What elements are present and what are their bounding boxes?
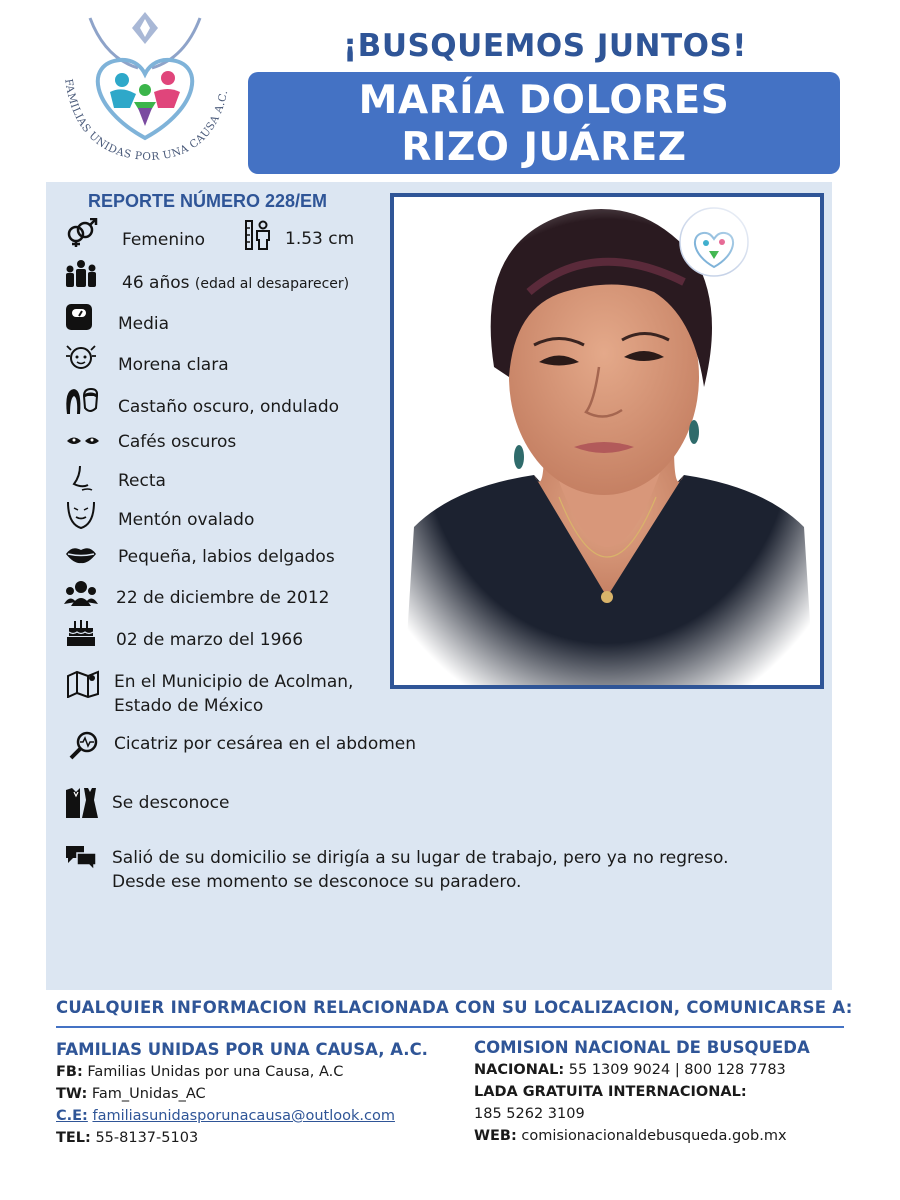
fuc-email xyxy=(56,1108,395,1124)
fuc-facebook xyxy=(56,1064,343,1080)
age-value: 46 años xyxy=(122,273,190,293)
hair-icon xyxy=(64,386,98,416)
people-icon xyxy=(64,258,98,288)
map-icon xyxy=(66,668,100,698)
web-value[interactable]: comisionacionaldebusqueda.gob.mx xyxy=(521,1128,787,1144)
person-photo xyxy=(390,193,824,689)
location-line1: En el Municipio de Acolman, xyxy=(114,672,354,692)
nacional-value: 55 1309 9024 | 800 128 7783 xyxy=(568,1062,786,1078)
date-missing-value: 22 de diciembre de 2012 xyxy=(116,588,330,608)
gender-icon xyxy=(64,218,98,248)
nose-icon xyxy=(68,464,98,494)
eyes-value: Cafés oscuros xyxy=(118,432,237,452)
clothing-value: Se desconoce xyxy=(112,793,230,813)
lada-label: LADA GRATUITA INTERNACIONAL: xyxy=(474,1084,747,1100)
report-number: REPORTE NÚMERO 228/EM xyxy=(88,191,328,211)
scale-icon xyxy=(64,302,94,332)
person-name-line1: MARÍA DOLORES xyxy=(358,78,730,123)
marks-value: Cicatriz por cesárea en el abdomen xyxy=(114,734,417,754)
clothes-icon xyxy=(64,786,98,820)
tw-label: TW: xyxy=(56,1086,88,1102)
contact-heading: CUALQUIER INFORMACION RELACIONADA CON SU LOCALIZACION, COMUNICARSE A: xyxy=(56,998,853,1017)
cnb-title: COMISION NACIONAL DE BUSQUEDA xyxy=(474,1038,810,1057)
fb-value: Familias Unidas por una Causa, A.C xyxy=(87,1064,344,1080)
birth-date-value: 02 de marzo del 1966 xyxy=(116,630,304,650)
cnb-lada-value: 185 5262 3109 xyxy=(474,1106,585,1122)
age-note: (edad al desaparecer) xyxy=(194,276,350,292)
location-line2: Estado de México xyxy=(114,696,264,716)
lips-icon xyxy=(64,540,98,570)
circumstances-line2: Desde ese momento se desconoce su paradero. xyxy=(112,872,522,892)
tel-label: TEL: xyxy=(56,1130,91,1146)
chin-icon xyxy=(64,500,98,530)
email-label: C.E: xyxy=(56,1108,88,1124)
hair-value: Castaño oscuro, ondulado xyxy=(118,397,340,417)
height-icon xyxy=(244,220,274,250)
fuc-twitter xyxy=(56,1086,206,1102)
circumstances-line1: Salió de su domicilio se dirigía a su lugar de trabajo, pero ya no regreso. xyxy=(112,848,729,868)
fb-label: FB: xyxy=(56,1064,83,1080)
email-link[interactable]: familiasunidasporunacausa@outlook.com xyxy=(92,1108,395,1124)
tel-value: 55-8137-5103 xyxy=(95,1130,199,1146)
height-value: 1.53 cm xyxy=(285,229,355,249)
fuc-title: FAMILIAS UNIDAS POR UNA CAUSA, A.C. xyxy=(56,1040,428,1059)
chin-value: Mentón ovalado xyxy=(118,510,255,530)
organization-logo xyxy=(50,8,240,173)
person-name-banner xyxy=(248,72,840,174)
tw-value: Fam_Unidas_AC xyxy=(91,1086,206,1102)
headline: ¡BUSQUEMOS JUNTOS! xyxy=(343,28,747,64)
web-label: WEB: xyxy=(474,1128,517,1144)
chat-icon xyxy=(64,842,98,872)
magnifier-icon xyxy=(68,730,102,760)
face-icon xyxy=(64,342,98,372)
contact-divider xyxy=(56,1026,844,1028)
cnb-lada-label xyxy=(474,1084,747,1100)
nacional-label: NACIONAL: xyxy=(474,1062,565,1078)
cnb-national xyxy=(474,1062,786,1078)
cnb-web xyxy=(474,1128,787,1144)
person-name-line2: RIZO JUÁREZ xyxy=(401,125,687,170)
mouth-value: Pequeña, labios delgados xyxy=(118,547,335,567)
skin-value: Morena clara xyxy=(118,355,229,375)
nose-value: Recta xyxy=(118,471,166,491)
eyes-icon xyxy=(66,426,100,456)
group-icon xyxy=(64,578,98,608)
cake-icon xyxy=(64,618,98,648)
logo-text: FAMILIAS UNIDAS POR UNA CAUSA A.C. xyxy=(62,78,231,164)
build-value: Media xyxy=(118,314,170,334)
fuc-phone xyxy=(56,1130,198,1146)
sex-value: Femenino xyxy=(122,230,205,250)
